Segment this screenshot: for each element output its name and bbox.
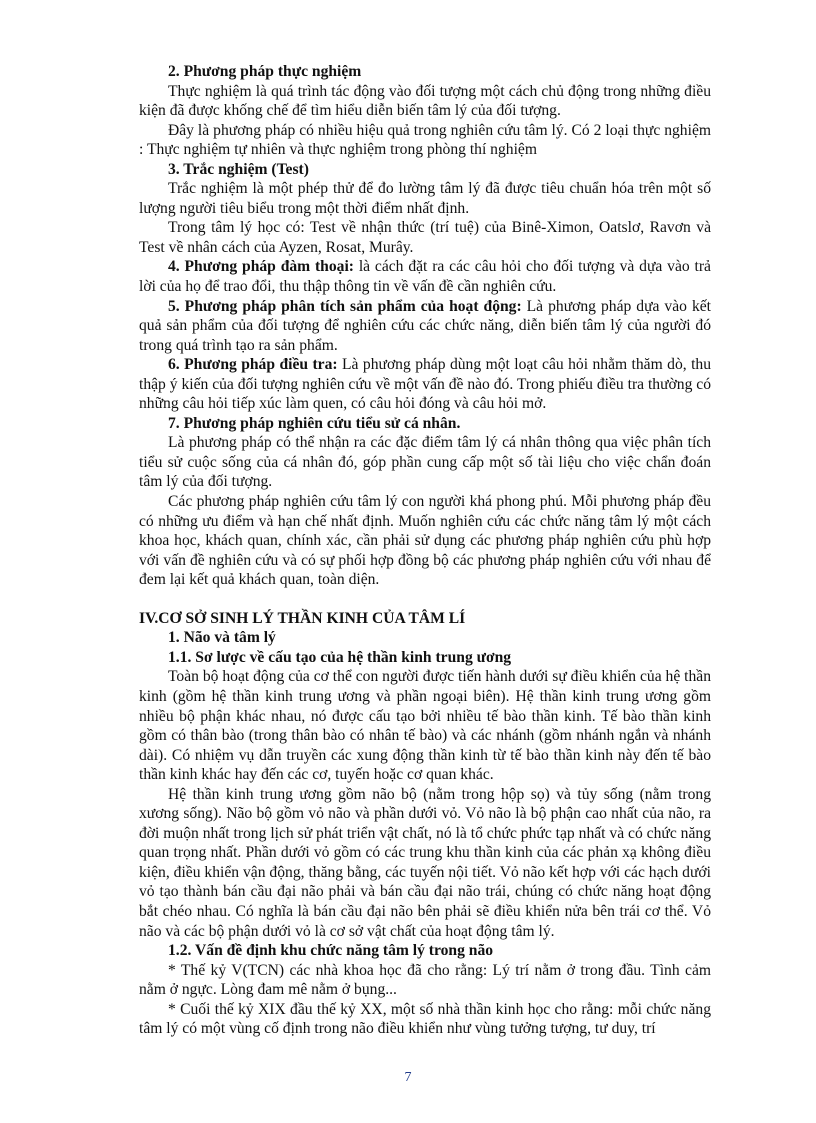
- paragraph-conversation-method: [139, 257, 711, 296]
- heading-biography-method: 7. Phương pháp nghiên cứu tiểu sử cá nhân.: [168, 414, 461, 432]
- page-content: [139, 62, 711, 1039]
- paragraph: * Thế kỷ V(TCN) các nhà khoa học đã cho rằng: Lý trí nằm ở trong đầu. Tình cảm nằm ở ngực. Lòng đam mê nằm ở bụng...: [139, 961, 711, 999]
- heading-experimental-method: 2. Phương pháp thực nghiệm: [168, 63, 362, 80]
- paragraph-text: Là phương pháp dựa vào kết quả sản phẩm của đối tượng để nghiên cứu các chức năng, diễn biến tâm lý của người đó trong quá trình tạo ra sản phẩm.: [139, 297, 711, 354]
- paragraph-text: Là phương pháp dùng một loạt câu hỏi nhằm thăm dò, thu thập ý kiến của đối tượng nghiên cứu về một vấn đề nào đó. Trong phiếu điều tra thường có những câu hỏi tiếp xúc làm quen, có câu hỏi đóng và câu hỏi mở.: [139, 356, 712, 413]
- heading-nervous-system-structure: 1.1. Sơ lược về cấu tạo của hệ thần kinh trung ương: [168, 648, 512, 666]
- lead-term: 5. Phương pháp phân tích sản phẩm của hoạt động:: [168, 297, 522, 315]
- paragraph-text: là cách đặt ra các câu hỏi cho đối tượng và dựa vào trả lời của họ để trao đổi, thu thập thông tin về vấn đề cần nghiên cứu.: [139, 258, 711, 296]
- paragraph: Là phương pháp có thể nhận ra các đặc điểm tâm lý cá nhân thông qua việc phân tích tiểu sử cuộc sống của cá nhân đó, góp phần cung cấp một số tài liệu cho việc chẩn đoán tâm lý của đối tượng.: [139, 434, 711, 491]
- lead-term: 4. Phương pháp đàm thoại:: [168, 258, 354, 276]
- paragraph: Toàn bộ hoạt động của cơ thể con người được tiến hành dưới sự điều khiển của hệ thần kinh (gồm hệ thần kinh trung ương và phần ngoại biên). Hệ thần kinh trung ương gồm nhiều bộ phận khác nhau, nó được cấu tạo bởi nhiều tế bào thần kinh. Tế bào thần kinh gồm có thân bào (trong thân bào có nhân tế bào) và các nhánh (gồm nhánh ngắn và nhánh dài). Có nhiệm vụ dẫn truyền các xung động thần kinh từ tế bào thần kinh này đến tế bào thần kinh khác hay đến các cơ, tuyến hoặc cơ quan khác.: [139, 668, 711, 784]
- paragraph-product-analysis-method: [139, 297, 711, 356]
- paragraph-survey-method: [139, 355, 711, 414]
- lead-term: 6. Phương pháp điều tra:: [168, 356, 338, 374]
- page-number: 7: [404, 1070, 412, 1085]
- heading-function-localization: 1.2. Vấn đề định khu chức năng tâm lý trong não: [168, 942, 494, 960]
- paragraph: Các phương pháp nghiên cứu tâm lý con người khá phong phú. Mỗi phương pháp đều có những ưu điểm và hạn chế nhất định. Muốn nghiên cứu các chức năng tâm lý một cách khoa học, khách quan, chính xác, cần phải sử dụng các phương pháp nghiên cứu phù hợp với vấn đề nghiên cứu và có sự phối hợp đồng bộ các phương pháp nghiên cứu với nhau để đem lại kết quả khách quan, toàn diện.: [139, 493, 711, 589]
- paragraph: Trong tâm lý học có: Test về nhận thức (trí tuệ) của Binê-Ximon, Oatslơ, Ravơn và Test về nhân cách của Ayzen, Rosat, Murây.: [139, 219, 711, 256]
- paragraph: Trắc nghiệm là một phép thử để đo lường tâm lý đã được tiêu chuẩn hóa trên một số lượng người tiêu biểu trong một thời điểm nhất định.: [139, 180, 711, 217]
- paragraph: Hệ thần kinh trung ương gồm não bộ (nằm trong hộp sọ) và tủy sống (nằm trong xương sống). Não bộ gồm vỏ não và phần dưới vỏ. Vỏ não là bộ phận cao nhất của não, ra đời muộn nhất trong lịch sử phát triển vật chất, nó là tổ chức phức tạp nhất và có chức năng quan trọng nhất. Phần dưới vỏ gồm có các trung khu thần kinh của các phản xạ không điều kiện, điều khiển vận động, thăng bằng, các tuyến nội tiết. Vỏ não kết hợp với các hạch dưới vỏ tạo thành bán cầu đại não phải và bán cầu đại não trái, chúng có chức năng hoạt động bắt chéo nhau. Có nghĩa là bán cầu đại não bên phải sẽ điều khiển nửa bên trái cơ thể. Vỏ não và các bộ phận dưới vỏ là cơ sở vật chất của hoạt động tâm lý.: [139, 785, 711, 940]
- heading-test-method: 3. Trắc nghiệm (Test): [168, 160, 309, 178]
- section-title: IV.CƠ SỞ SINH LÝ THẦN KINH CỦA TÂM LÍ: [139, 609, 466, 627]
- heading-brain-and-psychology: 1. Não và tâm lý: [168, 629, 276, 647]
- paragraph: * Cuối thế kỷ XIX đầu thế kỷ XX, một số nhà thần kinh học cho rằng: mỗi chức năng tâm lý có một vùng cố định trong não điều khiển như vùng tưởng tượng, tư duy, trí: [139, 1000, 711, 1038]
- paragraph: Đây là phương pháp có nhiều hiệu quả trong nghiên cứu tâm lý. Có 2 loại thực nghiệm : Thực nghiệm tự nhiên và thực nghiệm trong phòng thí nghiệm: [139, 121, 711, 159]
- paragraph: Thực nghiệm là quá trình tác động vào đối tượng một cách chủ động trong những điều kiện đã được khống chế để tìm hiểu diễn biến tâm lý của đối tượng.: [139, 82, 711, 120]
